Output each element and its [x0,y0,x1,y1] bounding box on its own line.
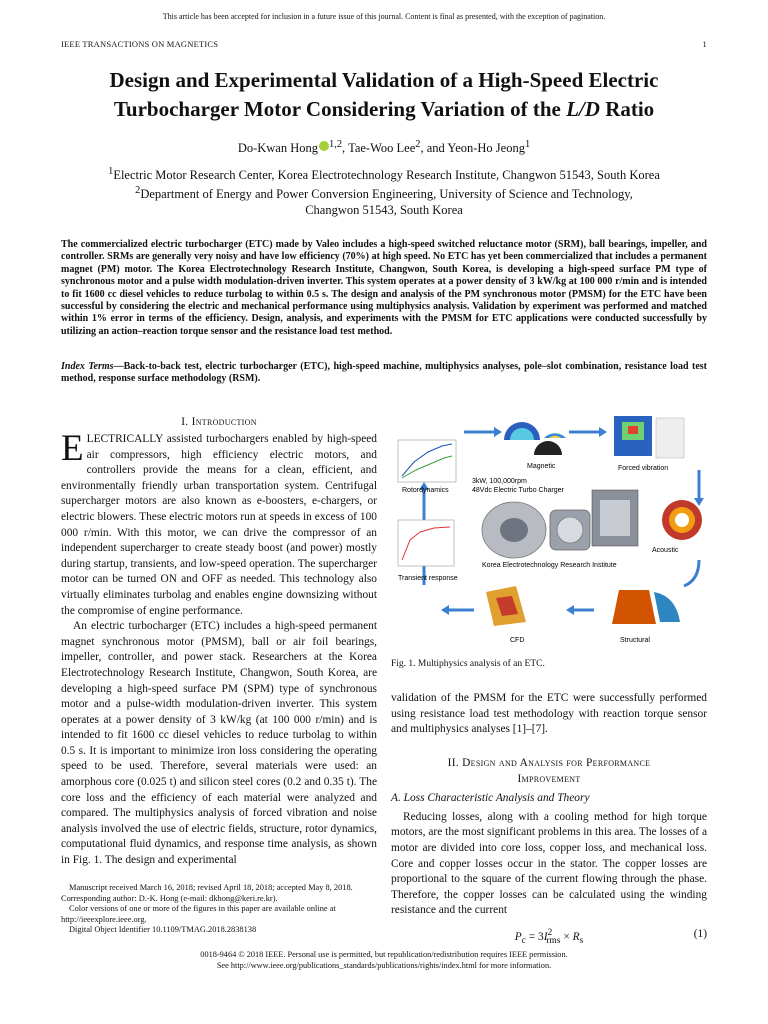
author-2-affil: 2 [415,139,421,150]
label-structural: Structural [620,637,650,644]
label-spec-2: 48Vdc Electric Turbo Charger [472,487,564,494]
forced-vibration-plot [628,426,638,434]
arrow-head [566,605,574,615]
magnetic-mesh [534,441,562,455]
section-2-heading [391,755,707,787]
author-3-affil: 1 [524,139,531,150]
right-column [391,691,707,919]
index-terms-label: Index Terms [61,361,114,372]
index-terms [61,361,707,386]
acceptance-notice: This article has been accepted for inclusion in a future issue of this journal. Content is final as presented, with the exception of pagination. [162,12,606,21]
paper-title [40,66,728,124]
affil-text: Electric Motor Research Center, Korea Electrotechnology Research Institute, Changwon 51543, South Korea [113,168,660,183]
eq-symbol: P [514,930,522,943]
author-2: Tae-Woo Lee [348,141,416,156]
footnote-color: Color versions of one or more of the figures in this paper are available online at http://ieeexplore.ieee.org. [61,904,336,924]
footnote-doi: Digital Object Identifier 10.1109/TMAG.2018.2838138 [69,925,257,934]
label-rotordynamics: Rotordynamics [402,487,449,494]
eq-symbol: R [572,930,580,943]
intro-paragraph-2: An electric turbocharger (ETC) includes a high-speed permanent magnet synchronous motor (PMSM), ball or air foil bearings, impeller, controller, and power stack. Researchers at the Korea Electrotechnology Research Institute, Changwon, South Korea, are developing a high-speed surface PM (SPM) type of synchronous motor and a pulse-width modulation-driven inverter. This system operates at a power density of 3 kW/kg (at 100 000 r/min) and is intended to fit 1600 cc diesel vehicles to reduce turbolag to within 0.5 s. It is important to minimize iron loss considering the operating speed to be used. Therefore, several materials were used: an amorphous core (0.025 t) and silicon steel cores (0.2 and 0.35 t). The core loss and the efficiency of each material were analyzed and compared. The multiphysics analysis of forced vibration and noise analysis involved the use of electric fields, structure, rotor dynamics, computational fluid dynamics, and response time analysis, as shown in Fig. 1. The design and experimental [61,620,377,867]
running-head [61,39,707,49]
label-forced-vibration: Forced vibration [618,465,669,472]
eq-text: = 3 [525,930,544,943]
journal-name: IEEE TRANSACTIONS ON MAGNETICS [61,39,219,49]
author-1: Do-Kwan Hong [237,141,319,156]
affiliation-2-cont: Changwon 51543, South Korea [305,203,463,218]
eq-sub: c [521,936,526,947]
label-transient-response: Transient response [398,575,458,582]
copyright-line-1: 0018-9464 © 2018 IEEE. Personal use is permitted, but republication/redistribution requires IEEE permission. [200,950,568,959]
eq-sup: 2 [547,928,553,938]
title-text: Turbocharger Motor Considering Variation of the [113,97,567,121]
index-terms-text: —Back-to-back test, electric turbocharger (ETC), high-speed machine, multiphysics analyses, pole–slot combination, resistance load test method, response surface methodology (RSM). [61,361,707,385]
affiliations [0,164,768,218]
affiliation-1 [0,164,768,183]
eq-sub: s [579,936,584,947]
footnote-received: Manuscript received March 16, 2018; revised April 18, 2018; accepted May 8, 2018. Corresponding author: D.-K. Hong (e-mail: dkhong@keri.re.kr). [61,883,353,903]
label-spec-1: 3kW, 100,000rpm [472,478,527,485]
section-number: II. [447,756,463,769]
motor-stator [557,517,583,543]
figure-1-caption: Fig. 1. Multiphysics analysis of an ETC. [391,659,545,669]
author-sep: , and [420,141,448,156]
page-number: 1 [702,39,707,49]
title-line-2 [40,95,728,124]
equation-number: (1) [693,928,707,940]
title-line-1: Design and Experimental Validation of a High-Speed Electric [109,68,659,92]
eq-sub: rms [546,936,561,947]
structural-plot [612,590,656,624]
abstract: The commercialized electric turbocharger (ETC) made by Valeo includes a high-speed switched reluctance motor (SRM), ball bearings, impeller, and controller. SRMs are generally very noisy and have low efficiency (70%) at high speed. No ETC has yet been commercialized that includes a permanent magnet (PM) motor. The Korea Electrotechnology Research Institute, Changwon, South Korea, is developing a high-speed surface PM type of synchronous motor and a pulse width modulation-driven inverter. This system operates at a power density of 3 kW/kg at 100 000 r/min and is intended to fit 1600 cc diesel vehicles to reduce turbolag to within 0.5 s. The design and analysis of the PM synchronous motor (PMSM) for the ETC have been successful by considering the electric and mechanical performance using multiphysics analysis. Validation by experiment was performed and matched within 1% error in terms of the efficiency. Design, analysis, and experiments with the PMSM for ETC applications were conducted successfully by utilizing an action–reaction torque sensor and the resistance load test method. [61,239,707,337]
structural-plot [654,592,680,622]
affiliation-2 [0,183,768,202]
section-title: Introduction [191,416,257,428]
arrow-head [441,605,449,615]
label-keri: Korea Electrotechnology Research Institute [482,562,617,569]
copyright-notice [61,949,707,971]
equation-body [391,928,707,946]
author-list [0,139,768,156]
arrow-head [694,498,704,506]
intro-paragraph-1 [61,428,377,619]
subsection-a-heading: A. Loss Characteristic Analysis and Theory [391,791,590,804]
orcid-icon[interactable] [319,141,329,151]
right-paragraph-2: Reducing losses, along with a cooling method for high torque motors, are the most significant problems in this area. The losses of a motor are divided into core loss, copper loss, and mechanical loss. Core and copper losses occur in the stator. The copper losses are proportional to the square of the current flowing through the phase. Therefore, the copper losses can be calculated using the winding resistance and the current [391,810,707,917]
vibration-chart [656,418,684,458]
footnote [61,883,377,936]
copyright-line-2: See http://www.ieee.org/publications_standards/publications/rights/index.html for more information. [216,961,552,970]
acoustic-plot [675,513,689,527]
title-ratio: L/D [566,97,600,121]
section-2-line-2: Improvement [517,772,581,785]
arrow-head [494,427,502,437]
flow-arrow [684,560,699,586]
author-3: Yeon-Ho Jeong [447,141,525,156]
label-acoustic: Acoustic [652,547,679,554]
eq-text: × [560,930,573,943]
affil-text: Department of Energy and Power Conversion Engineering, University of Science and Technology, [140,187,633,202]
section-1-heading [61,416,377,428]
author-1-affil: 1,2 [329,139,343,150]
turbocharger-impeller [500,518,528,542]
drop-cap: E [61,428,84,469]
section-title: Design and Analysis for Performance [462,756,651,769]
equation-1 [391,928,707,946]
figure-1-multiphysics [394,410,708,648]
etc-assembly [600,500,630,536]
section-number: I. [181,416,192,428]
arrow-head [599,427,607,437]
eq-symbol: I [543,930,548,943]
right-paragraph-1: validation of the PMSM for the ETC were successfully performed using resistance load test methodology with reaction torque sensor and multiphysics analyses [1]–[7]. [391,692,707,736]
author-sep: , [342,141,349,156]
section-2-line-1 [391,755,707,771]
label-cfd: CFD [510,637,525,644]
title-text-end: Ratio [599,97,655,121]
affil-mark: 1 [108,166,114,177]
left-column [61,416,377,869]
affil-mark: 2 [135,185,141,197]
label-magnetic: Magnetic [527,463,556,470]
intro-text-1: LECTRICALLY assisted turbochargers enabled by high-speed air compressors, high efficiency electric motors, and controllers provide the means for a clean, efficient, and environmentally friendly urban transportation system. Centrifugal supercharger motors are also known as e-boosters, e-chargers, or electric blowers. These electric motors run at speeds in excess of 100 000 r/min. With this motor, we can drive the compressor of an independent supercharger to create steady boost (and power) mostly during startup, transients, and low-speed operation. The supercharger motor can be turned ON and OFF as needed. This technology also virtually eliminates turbolag and enables engine downsizing without the compromise of engine performance. [61,433,377,617]
